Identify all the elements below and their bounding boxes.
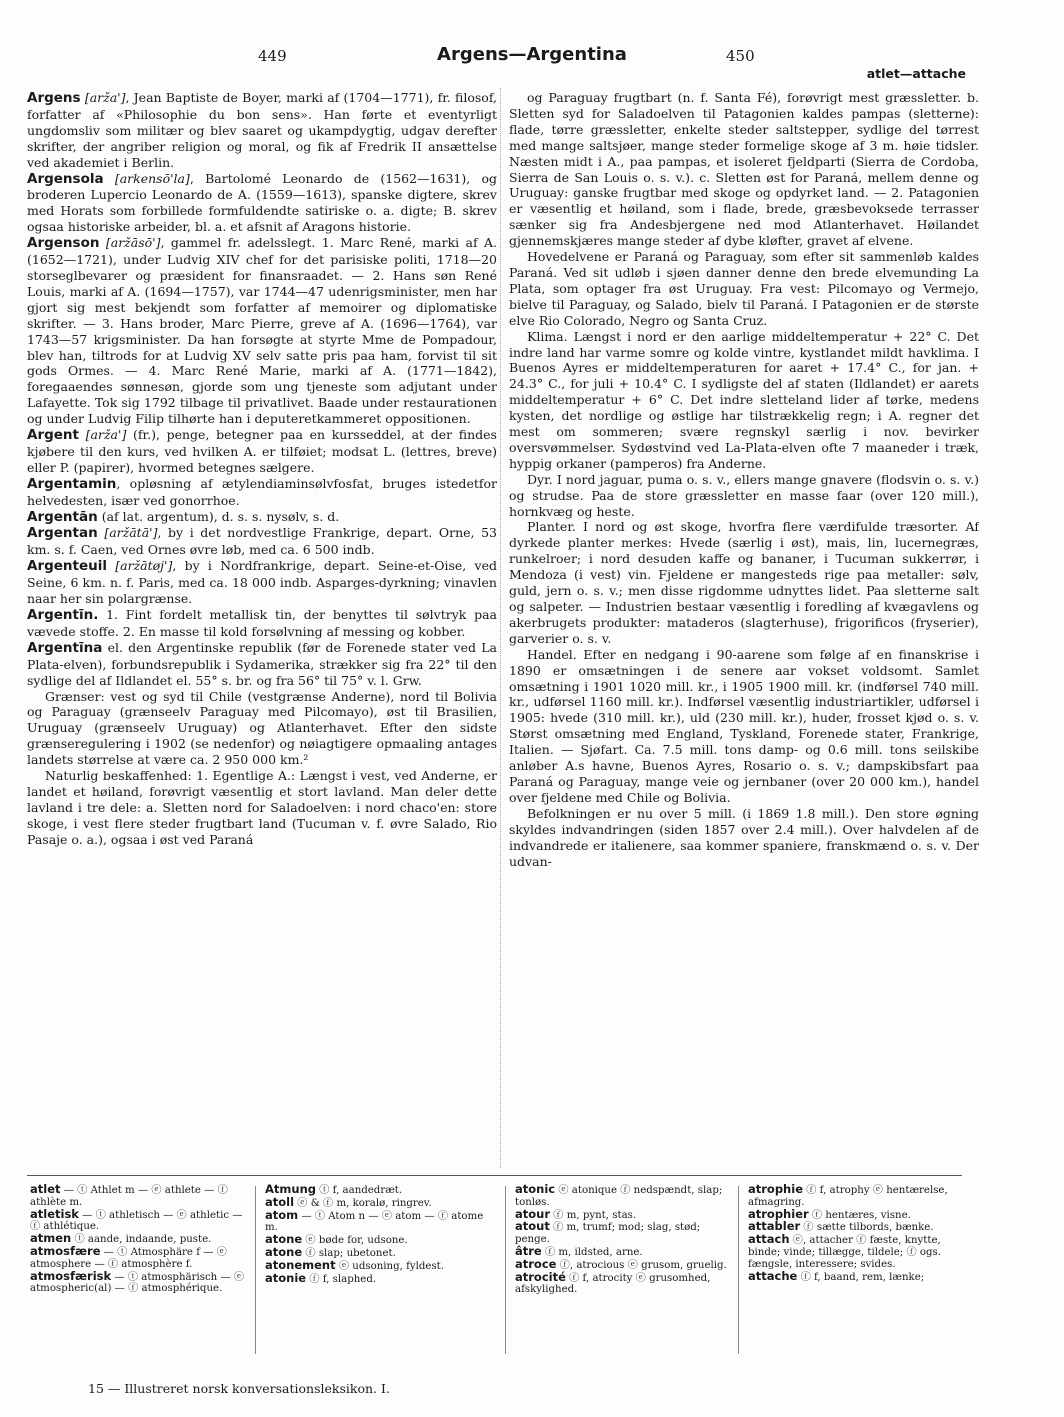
entry-translation: ⓔ atonique ⓕ nedspændt, slap; tonløs. xyxy=(515,1185,723,1208)
entry-word: atmosfærisk xyxy=(30,1268,112,1283)
entry-translation: ⓕ, atrocious ⓔ grusom, gruelig. xyxy=(556,1259,727,1271)
pronunciation: [aržāsō'] xyxy=(105,235,161,251)
headword: Argentīn. xyxy=(27,607,99,623)
footnote-column-2 xyxy=(265,1184,487,1285)
article-paragraph xyxy=(27,640,497,689)
pronunciation: [arkensō'la] xyxy=(114,170,190,186)
headword: Argens xyxy=(27,90,81,106)
entry-word: atlet xyxy=(30,1182,61,1196)
right-column xyxy=(509,90,979,869)
entry-word: atmen xyxy=(30,1231,72,1246)
dictionary-entry xyxy=(265,1194,487,1210)
entry-word: atonement xyxy=(265,1257,336,1272)
entry-word: atone xyxy=(265,1232,303,1247)
entry-translation: ⓔ bøde for, udsone. xyxy=(302,1235,408,1247)
article-paragraph xyxy=(27,525,497,558)
article-text: Planter. I nord og øst skoge, hvorfra flere værdifulde træsorter. Af dyrkede planter merkes: Hvede (særlig i øst), mais, lin, lucernegræs, runkelroer; i nord desuden kaffe og bananer, i Tucuman sukkerrør, i Mendoza (i vest) vin. Fjeldene er mangesteds rige paa metaller: sølv, guld, jern o. s. v.; men disse rigdomme udnyttes lidet. Paa sletterne salt og salpeter. — Industrien bestaar væsentlig i foredling af kvægavlens og akerbrugets produkter: mataderos (slagterhuse), frigorificos (fryserier), garverier o. s. v. xyxy=(509,519,979,646)
article-text: Dyr. I nord jaguar, puma o. s. v., ellers mange gnavere (flodsvin o. s. v.) og strudse. Paa de store græssletter en masse faar (over 120 mill.), hornkvæg og heste. xyxy=(509,471,979,519)
headword: Argentamin xyxy=(27,475,117,492)
entry-translation: ⓕ m, trumf; mod; slag, stød; penge. xyxy=(515,1222,701,1246)
article-text: Naturlig beskaffenhed: 1. Egentlige A.: Længst i vest, ved Anderne, er landet et høiland, forøvrigt væsentlig et stort lavland. Man deler dette lavland i tre dele: a. Sletten nord for Saladoelven: i nord chaco'en: store skoge, i vest flere steder frugtbart land (Tucuman v. f. øvre Salado, Rio Pasaje o. a.), ogsaa i øst ved Paraná xyxy=(27,768,497,847)
dictionary-entry xyxy=(30,1243,252,1271)
entry-translation: — ⓣ atmosphärisch — ⓔ atmospheric(al) — ⓕ atmosphérique. xyxy=(30,1271,245,1295)
entry-translation: ⓕ f, baand, rem, lænke; xyxy=(797,1271,925,1283)
article-text: , Bartolomé Leonardo de (1562—1631), og broderen Lupercio Leonardo de A. (1559—1613), spanske digtere, skrev med Horats som forbillede formfuldendte satiriske o. a. digte; B. skrev ogsaa historiske arbeider, bl. a. et afsnit af Aragons historie. xyxy=(27,170,497,235)
dictionary-entry xyxy=(748,1268,970,1284)
entry-translation: ⓔ & ⓕ m, koralø, ringrev. xyxy=(294,1197,432,1209)
article-paragraph xyxy=(509,249,979,329)
left-page-number: 449 xyxy=(258,47,287,65)
entry-word: atrocité xyxy=(515,1269,566,1284)
article-text: 1. Fint fordelt metallisk tin, der benyttes til sølvtryk paa vævede stoffe. 2. En masse til kold forsølvning af messing og kobber. xyxy=(27,607,497,639)
entry-word: attache xyxy=(748,1268,798,1283)
article-paragraph xyxy=(27,689,497,769)
entry-translation: ⓔ udsoning, fyldest. xyxy=(335,1260,445,1272)
article-paragraph xyxy=(509,472,979,520)
pronunciation: [aržātā'] xyxy=(104,525,158,541)
article-text: el. den Argentinske republik (før de Forenede stater ved La Plata-elven), forbundsrepublik i Sydamerika, strækker sig fra 22° til den sydlige del af Ildlandet el. 55° s. br. og fra 56° til 75° v. l. Grw. xyxy=(27,639,497,688)
headword: Argenson xyxy=(27,235,100,252)
pronunciation: [arža'] xyxy=(84,90,126,105)
entry-word: atmosfære xyxy=(30,1243,101,1258)
entry-word: attabler xyxy=(748,1219,801,1234)
dictionary-entry xyxy=(748,1234,970,1270)
dictionary-entry xyxy=(30,1268,252,1296)
guide-words: atlet—attache xyxy=(866,66,966,81)
pronunciation: [aržātøj'] xyxy=(115,558,173,574)
article-text: , Jean Baptiste de Boyer, marki af (1704—1771), fr. filosof, forfatter af «Philosophie du bon sens». Han førte et eventyrligt ungdomsliv som militær og blev saaret og ukampdygtig, udgav derefter skrifter, der angriber religion og moral, og fik af Fredrik II ansættelse ved akademiet i Berlin. xyxy=(27,90,497,170)
article-paragraph xyxy=(509,90,979,249)
entry-word: atonie xyxy=(265,1270,307,1285)
entry-translation: ⓕ m, pynt, stas. xyxy=(550,1209,637,1221)
dictionary-entry xyxy=(265,1207,487,1235)
entry-word: atone xyxy=(265,1244,303,1259)
entry-word: attach xyxy=(748,1232,790,1247)
footer-line: 15 — Illustreret norsk konversationsleksikon. I. xyxy=(88,1381,390,1396)
article-paragraph xyxy=(27,607,497,640)
article-paragraph xyxy=(509,519,979,646)
article-text: Hovedelvene er Paraná og Paraguay, som efter sit sammenløb kaldes Paraná. Ved sit udløb i sjøen danner denne den brede elvemunding La Plata, som optager fra øst Uruguay. Fra vest: Pilcomayo og Vermejo, bielve til Paraguay, og Salado, bielv til Paraná. I Patagonien er de største elve Rio Colorado, Negro og Santa Cruz. xyxy=(509,249,979,328)
entry-word: atour xyxy=(515,1206,551,1221)
page-title: Argens—Argentina xyxy=(437,44,627,65)
column-separator xyxy=(500,88,501,1168)
article-text: Grænser: vest og syd til Chile (vestgrænse Anderne), nord til Bolivia og Paraguay (grænseelv Paraguay med Pilcomayo), øst til Brasilien, Uruguay (grænseelv Uruguay) og Atlanterhavet. Efter den sidste grænseregulering i 1902 (se nedenfor) og nøiagtigere opmaaling antages landets størrelse at være ca. 2 950 000 km.² xyxy=(27,688,497,768)
article-text: Klima. Længst i nord er den aarlige middeltemperatur + 22° C. Det indre land har varme somre og kolde vintre, kystlandet mildt havklima. I Buenos Ayres er middeltemperaturen for aaret + 17.4° C., for jan. + 24.3° C., for juli + 10.4° C. I sydligste del af staten (Ildlandet) er aarets middeltemperatur + 6° C. Det indre sletteland lider af tørke, medens kysten, det nordlige og østlige har tilstrækkelig regn; i A. regner det mest om sommeren; svære regnskyl særlig i nov. bevirker oversvømmelser. Sydøstvind ved La-Plata-elven ofte 7 maaneder i træk, hyppig orkaner (pamperos) fra Anderne. xyxy=(509,328,979,471)
dictionary-entry xyxy=(748,1184,970,1209)
entry-translation: ⓕ f, atrocity ⓔ grusomhed, afskylighed. xyxy=(515,1272,711,1296)
article-text: , gammel fr. adelsslegt. 1. Marc René, marki af A. (1652—1721), under Ludvig XIV chef for det parisiske politi, 1718—20 storseglbevarer og præsident for finansraadet. — 2. Hans søn René Louis, marki af A. (1694—1757), var 1744—47 udenrigsminister, men har gjort sig mest bekjendt som forfatter af memoirer og diplomatiske skrifter. — 3. Hans broder, Marc Pierre, greve af A. (1696—1764), var 1743—57 krigsminister. Da han forsøgte at styrte Mme de Pompadour, blev han, tiltrods for at Ludvig XV selv satte pris paa ham, forvist til sit gods Ormes. — 4. Marc René Marie, marki af A. (1771—1842), foregaaendes sønnesøn, gjorde som ung tjeneste som adjutant under Lafayette. Tok sig 1792 tilbage til privatlivet. Baade under restaurationen og under Ludvig Filip tilhørte han i deputeretkammeret oppositionen. xyxy=(27,235,497,427)
footnote-divider xyxy=(27,1175,962,1176)
article-text: , opløsning af ætylendiaminsølvfosfat, bruges istedetfor helvedesten, især ved gonorrhoe. xyxy=(27,475,497,508)
entry-word: atletisk xyxy=(30,1206,79,1221)
footnote-separator xyxy=(255,1186,256,1354)
entry-word: Atmung xyxy=(265,1182,316,1196)
article-paragraph xyxy=(509,329,979,472)
pronunciation: [arža'] xyxy=(85,427,127,443)
article-text: Befolkningen er nu over 5 mill. (i 1869 1.8 mill.). Den store øgning skyldes indvandringen (siden 1857 over 2.4 mill.). Over halvdelen af de indvandrede er italienere, saa kommer spaniere, franskmænd o. s. v. Der udvan- xyxy=(509,805,979,869)
footnote-column-1 xyxy=(30,1184,252,1295)
article-text: , by i det nordvestlige Frankrige, depart. Orne, 53 km. s. f. Caen, ved Ornes øvre løb, med ca. 6 500 indb. xyxy=(27,525,497,558)
right-page-number: 450 xyxy=(726,47,755,65)
article-text: , by i Nordfrankrige, depart. Seine-et-Oise, ved Seine, 6 km. n. f. Paris, med ca. 18 000 indb. Asparges-dyrkning; vinavlen naar her sin polargrænse. xyxy=(27,558,497,607)
headword: Argentan xyxy=(27,525,98,542)
footnote-separator xyxy=(738,1186,739,1354)
left-column xyxy=(27,90,497,848)
dictionary-entry xyxy=(265,1184,487,1197)
dictionary-entry xyxy=(30,1206,252,1234)
dictionary-entry xyxy=(515,1221,737,1246)
entry-translation: ⓕ m, ildsted, arne. xyxy=(541,1246,643,1258)
article-paragraph xyxy=(27,171,497,236)
entry-translation: ⓕ sætte tilbords, bænke. xyxy=(800,1222,934,1234)
entry-translation: ⓕ hentæres, visne. xyxy=(808,1209,911,1221)
article-text: (fr.), penge, betegner paa en kursseddel, at der findes kjøbere til den kurs, ved hvilken A. er tilføiet; modsat L. (lettres, breve) eller P. (papirer), hvormed betegnes sælgere. xyxy=(27,427,497,475)
entry-word: atom xyxy=(265,1207,299,1222)
article-text: Handel. Efter en nedgang i 90-aarene som følge af en finanskrise i 1890 er omsætningen i de senere aar vokset voldsomt. Samlet omsætning i 1901 1020 mill. kr., i 1905 1900 mill. kr. (indførsel 740 mill. kr., udførsel 1160 mill. kr.). Indførsel væsentlig industriartikler, udførsel i 1905: hvede (310 mill. kr.), uld (230 mill. kr.), huder, frosset kjød o. s. v. Størst omsætning med England, Tyskland, Forenede stater, Frankrige, Italien. — Sjøfart. Ca. 7.5 mill. tons damp- og 0.6 mill. tons seilskibe anløber A.s havne, Buenos Ayres, Rosario o. s. v.; dampskibsfart paa Paraná og Paraguay, mange veie og jernbaner (over 20 000 km.), handel over fjeldene med Chile og Bolivia. xyxy=(509,646,979,805)
entry-translation: — ⓣ athletisch — ⓔ athletic — ⓕ athlétique. xyxy=(30,1209,243,1233)
entry-translation: ⓣ aande, indaande, puste. xyxy=(71,1234,212,1246)
dictionary-entry xyxy=(265,1270,487,1286)
entry-translation: ⓔ, attacher ⓕ fæste, knytte, binde; vinde; tillægge, tildele; ⓕ ogs. fængsle, interessere; svides. xyxy=(748,1235,942,1270)
entry-translation: ⓣ f, aandedræt. xyxy=(316,1185,403,1196)
article-paragraph xyxy=(27,427,497,476)
headword: Argensola xyxy=(27,170,104,187)
headword: Argentān xyxy=(27,508,98,525)
article-paragraph xyxy=(509,647,979,806)
entry-word: atonic xyxy=(515,1182,556,1196)
article-paragraph xyxy=(27,476,497,509)
entry-word: atout xyxy=(515,1219,550,1234)
dictionary-entry xyxy=(515,1269,737,1297)
entry-word: atrophie xyxy=(748,1182,803,1196)
headword: Argenteuil xyxy=(27,558,108,575)
entry-translation: ⓕ f, slaphed. xyxy=(306,1273,377,1285)
article-paragraph xyxy=(27,509,497,526)
entry-translation: — ⓣ Atmosphäre f — ⓔ atmosphere — ⓕ atmosphère f. xyxy=(30,1246,227,1270)
dictionary-entry xyxy=(30,1184,252,1209)
entry-translation: — ⓣ Athlet m — ⓔ athlete — ⓕ athlète m. xyxy=(30,1185,228,1208)
article-paragraph xyxy=(509,806,979,870)
entry-word: atoll xyxy=(265,1194,295,1209)
entry-translation: — ⓣ Atom n — ⓔ atom — ⓕ atome m. xyxy=(265,1210,484,1234)
entry-word: atroce xyxy=(515,1256,557,1271)
entry-translation: ⓕ f, atrophy ⓔ hentærelse, afmagring. xyxy=(748,1185,948,1208)
headword: Argentīna xyxy=(27,639,103,656)
footnote-column-3 xyxy=(515,1184,737,1296)
entry-word: atrophier xyxy=(748,1206,809,1221)
entry-translation: ⓕ slap; ubetonet. xyxy=(302,1247,396,1259)
article-text: (af lat. argentum), d. s. s. nysølv, s. d. xyxy=(97,508,340,524)
article-paragraph xyxy=(27,235,497,427)
headword: Argent xyxy=(27,427,79,444)
article-paragraph xyxy=(27,768,497,848)
dictionary-entry xyxy=(515,1184,737,1209)
entry-word: âtre xyxy=(515,1243,542,1258)
article-text: og Paraguay frugtbart (n. f. Santa Fé), forøvrigt mest græssletter. b. Sletten syd for Saladoelven til Patagonien kaldes pampas (sletterne): flade, tørre græssletter, enkelte steder saltstepper, sydlige del tørrest med mange saltsjøer, mange steder formelige skoge af 3 m. høie tidsler. Næsten midt i A., paa pampas, et isoleret fjeldparti (Sierra de Cordoba, Sierra de San Louis o. s. v.). c. Sletten øst for Paraná, mellem denne og Uruguay: ganske frugtbar med skoge og opdyrket land. — 2. Patagonien er væsentlig et høiland, som i flade, brede, græsbevoksede terrasser sænker sig fra Andesbjergene ned mod Atlanterhavet. Høilandet gjennemskjæres mange steder af dybe kløfter, gravet af elvene. xyxy=(509,90,979,249)
footnote-column-4 xyxy=(748,1184,970,1283)
article-paragraph xyxy=(27,90,497,171)
footnote-separator xyxy=(505,1186,506,1354)
article-paragraph xyxy=(27,558,497,607)
